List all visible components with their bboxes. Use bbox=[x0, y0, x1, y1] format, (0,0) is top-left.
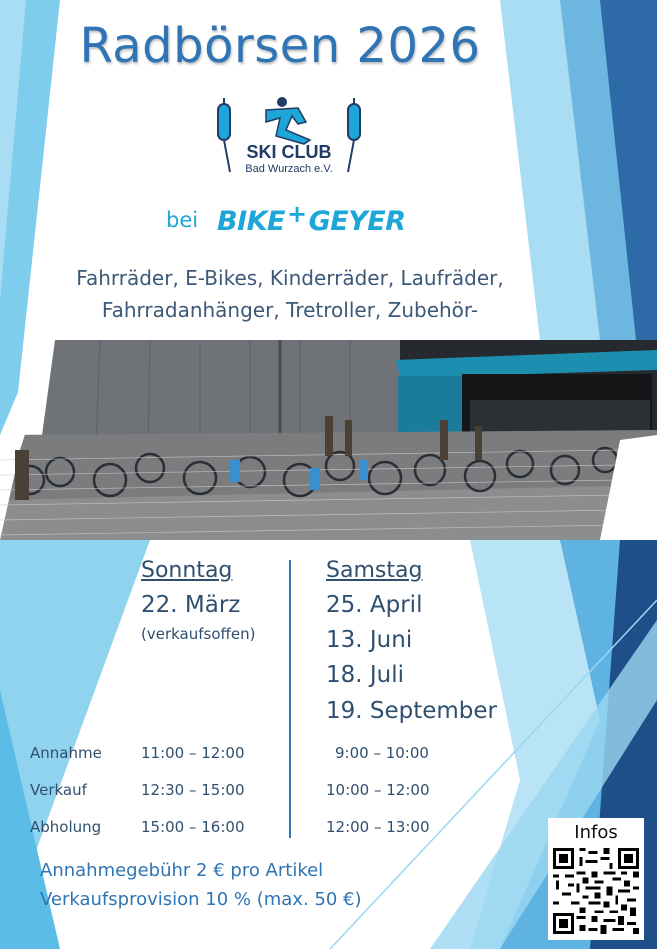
saturday-date: 25. April bbox=[326, 592, 423, 618]
item-list-line: Fahrräder, E-Bikes, Kinderräder, Laufräder, bbox=[76, 266, 504, 290]
item-list bbox=[40, 262, 540, 326]
brand-part1: BIKE bbox=[217, 206, 285, 237]
qr-code-icon[interactable] bbox=[553, 848, 639, 934]
fee-acceptance: Annahmegebühr 2 € pro Artikel bbox=[40, 860, 324, 881]
schedule-label-annahme: Annahme bbox=[30, 744, 102, 762]
saturday-heading: Samstag bbox=[326, 558, 423, 583]
schedule-time-sunday: 12:30 – 15:00 bbox=[141, 781, 245, 799]
schedule-time-sunday: 15:00 – 16:00 bbox=[141, 818, 245, 836]
schedule-time-saturday: 12:00 – 13:00 bbox=[326, 818, 430, 836]
page-title: Radbörsen 2026 bbox=[79, 18, 481, 74]
column-divider bbox=[289, 560, 291, 838]
sunday-date: 22. März bbox=[141, 592, 241, 618]
schedule-label-verkauf: Verkauf bbox=[30, 781, 87, 799]
infos-label: Infos bbox=[574, 822, 618, 843]
bike-market-photo bbox=[0, 340, 657, 540]
saturday-date: 13. Juni bbox=[326, 627, 413, 653]
saturday-date: 18. Juli bbox=[326, 662, 405, 688]
sunday-note: (verkaufsoffen) bbox=[141, 625, 256, 643]
partner-prefix: bei bbox=[166, 208, 199, 232]
partner-brand-logo bbox=[217, 200, 406, 237]
item-list-line: Fahrradanhänger, Tretroller, Zubehör- bbox=[101, 298, 479, 322]
brand-part2: GEYER bbox=[308, 206, 406, 237]
saturday-date: 19. September bbox=[326, 698, 498, 724]
sunday-heading: Sonntag bbox=[141, 558, 233, 583]
fee-commission: Verkaufsprovision 10 % (max. 50 €) bbox=[40, 889, 362, 910]
schedule-time-saturday: 9:00 – 10:00 bbox=[335, 744, 429, 762]
schedule-label-abholung: Abholung bbox=[30, 818, 102, 836]
schedule-time-sunday: 11:00 – 12:00 bbox=[141, 744, 245, 762]
infos-box bbox=[548, 818, 644, 940]
brand-plus: + bbox=[287, 200, 307, 228]
club-location: Bad Wurzach e.V. bbox=[245, 163, 333, 175]
skier-icon bbox=[266, 97, 310, 144]
schedule-time-saturday: 10:00 – 12:00 bbox=[326, 781, 430, 799]
club-name: SKI CLUB bbox=[246, 142, 332, 162]
ski-right-icon bbox=[348, 98, 360, 172]
ski-club-logo bbox=[214, 96, 364, 186]
ski-left-icon bbox=[218, 98, 230, 172]
